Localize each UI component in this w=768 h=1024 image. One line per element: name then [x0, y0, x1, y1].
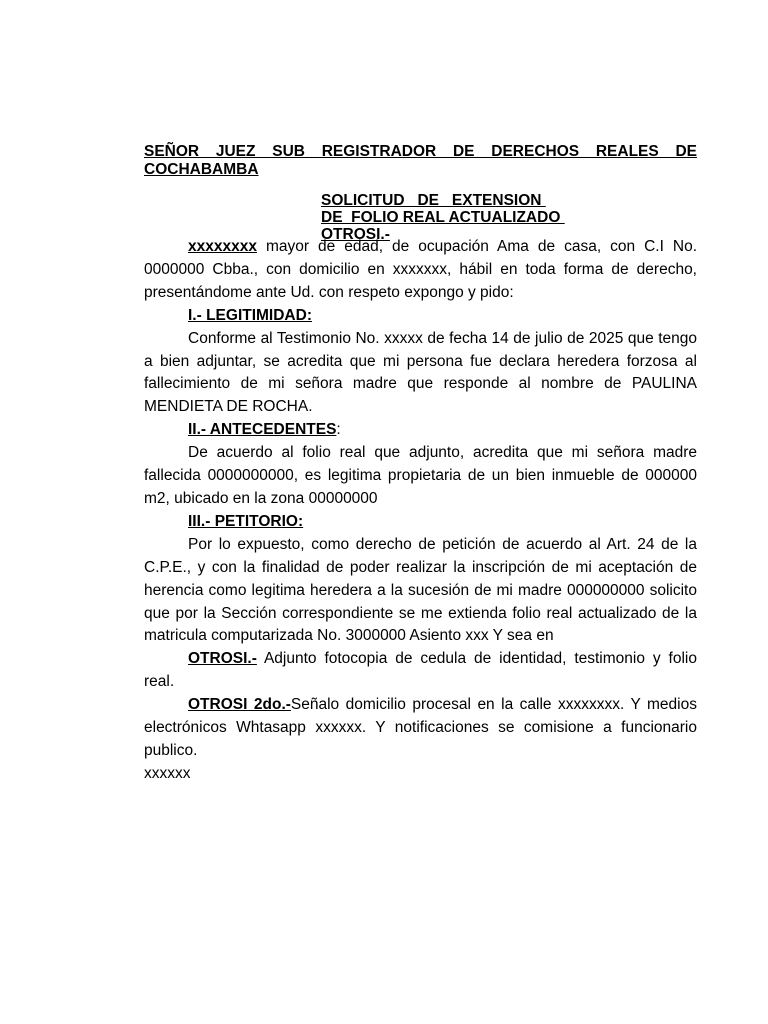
- section-petitorio-text: Por lo expuesto, como derecho de petición de acuerdo al Art. 24 de la C.P.E., y con la finalidad de poder realizar la inscripción de mi aceptación de herencia como legitima heredera a la sucesión de mi madre 000000000 solicito que por la Sección correspondiente se me extienda folio real actualizado de la matricula computarizada No. 3000000 Asiento xxx Y sea en: [144, 535, 697, 645]
- intro-text: mayor de edad, de ocupación Ama de casa, con C.I No. 0000000 Cbba., con domicilio en xxxxxxx, hábil en toda forma de derecho, presentándome ante Ud. con respeto expongo y pido:: [144, 238, 697, 301]
- document-body: [144, 236, 697, 786]
- subject-line-3: OTROSI.-: [321, 226, 390, 243]
- section-legitimidad-heading: I.- LEGITIMIDAD:: [188, 306, 312, 324]
- addressee-heading: SEÑOR JUEZ SUB REGISTRADOR DE DERECHOS REALES DE COCHABAMBA: [144, 143, 697, 178]
- otrosi-2do-paragraph: OTROSI 2do.-Señalo domicilio procesal en la calle xxxxxxxx. Y medios electrónicos Whtasapp xxxxxx. Y notificaciones se comisione a funcionario publico.: [144, 696, 697, 759]
- intro-paragraph: [144, 236, 697, 305]
- section-legitimidad-text: Conforme al Testimonio No. xxxxx de fecha 14 de julio de 2025 que tengo a bien adjuntar, se acredita que mi persona fue declara heredera forzosa al fallecimiento de mi señora madre que responde al nombre de PAULINA MENDIETA DE ROCHA.: [144, 329, 697, 416]
- subject-line-1: SOLICITUD DE EXTENSION: [321, 192, 546, 209]
- section-petitorio-heading: III.- PETITORIO:: [188, 512, 304, 530]
- section-antecedentes-text: De acuerdo al folio real que adjunto, acredita que mi señora madre fallecida 0000000000, es legitima propietaria de un bien inmueble de 000000 m2, ubicado en la zona 00000000: [144, 444, 697, 507]
- applicant-name: xxxxxxxx: [188, 238, 257, 255]
- section-antecedentes-heading: II.- ANTECEDENTES:: [188, 421, 341, 439]
- subject-line-2: DE FOLIO REAL ACTUALIZADO: [321, 209, 565, 226]
- otrosi-paragraph: OTROSI.- Adjunto fotocopia de cedula de identidad, testimonio y folio real.: [144, 650, 697, 691]
- signature: xxxxxx: [144, 764, 191, 782]
- otrosi-2do-label: OTROSI 2do.-: [188, 696, 291, 714]
- otrosi-label: OTROSI.-: [188, 650, 257, 668]
